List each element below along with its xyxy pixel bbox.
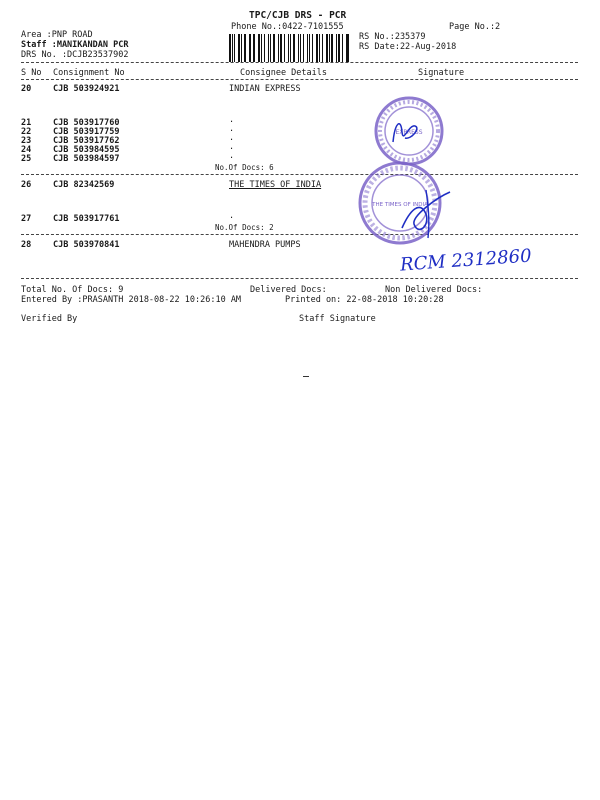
barcode-bar <box>293 34 295 62</box>
column-header-consignee: Consignee Details <box>240 68 327 78</box>
barcode-bar <box>300 34 302 62</box>
barcode-bar <box>250 34 251 62</box>
rs-number: RS No.:235379 <box>359 32 426 42</box>
barcode-bar <box>284 34 286 62</box>
stamp-text: THE TIMES OF INDIA <box>372 202 428 208</box>
barcode-bar <box>229 34 231 62</box>
row-sno: 20 <box>21 84 32 94</box>
barcode-bar <box>347 34 349 62</box>
barcode-bar <box>309 34 311 62</box>
row-sno: 27 <box>21 214 32 224</box>
row-sno: 21 <box>21 118 32 128</box>
row-consignment: CJB 503984595 <box>53 145 120 155</box>
stray-mark <box>303 376 309 377</box>
barcode-bar <box>270 34 271 62</box>
verified-by-label: Verified By <box>21 314 78 324</box>
rs-date: RS Date:22-Aug-2018 <box>359 42 457 52</box>
barcode-bar <box>288 34 289 62</box>
row-sno: 22 <box>21 127 32 137</box>
barcode-bar <box>329 34 330 62</box>
divider <box>21 79 578 80</box>
staff-signature-label: Staff Signature <box>299 314 376 324</box>
barcode-bar <box>319 34 320 62</box>
handwritten-note: RCM 2312860 <box>399 245 533 276</box>
row-consignment: CJB 503917759 <box>53 127 120 137</box>
phone-number: Phone No.:0422-7101555 <box>231 22 344 32</box>
barcode-bar <box>258 34 260 62</box>
total-docs: Total No. Of Docs: 9 <box>21 285 124 295</box>
column-header-sno: S No <box>21 68 42 78</box>
row-sno: 24 <box>21 145 32 155</box>
row-sno: 26 <box>21 180 32 190</box>
barcode-bar <box>268 34 270 62</box>
barcode-bar <box>326 34 328 62</box>
divider <box>21 174 578 175</box>
barcode <box>229 34 351 62</box>
group-doc-count: No.Of Docs: 6 <box>215 163 274 172</box>
column-header-signature: Signature <box>418 68 465 78</box>
barcode-bar <box>290 34 291 62</box>
delivered-docs: Delivered Docs: <box>250 285 327 295</box>
row-consignee: MAHENDRA PUMPS <box>229 240 301 250</box>
page-number: Page No.:2 <box>449 22 501 32</box>
row-sno: 28 <box>21 240 32 250</box>
barcode-bar <box>261 34 262 62</box>
column-header-consignment: Consignment No <box>53 68 125 78</box>
row-consignee: . <box>229 133 235 143</box>
row-consignment: CJB 503970841 <box>53 240 120 250</box>
barcode-bar <box>342 34 343 62</box>
non-delivered-docs: Non Delivered Docs: <box>385 285 483 295</box>
divider <box>21 62 578 63</box>
barcode-bar <box>307 34 308 62</box>
row-consignee: INDIAN EXPRESS <box>229 84 301 94</box>
barcode-bar <box>336 34 337 62</box>
signature-icon <box>385 112 425 152</box>
barcode-bar <box>346 34 347 62</box>
row-consignee: THE TIMES OF INDIA <box>229 180 322 190</box>
row-consignment: CJB 82342569 <box>53 180 115 190</box>
row-consignment: CJB 503924921 <box>53 84 120 94</box>
barcode-bar <box>232 34 233 62</box>
barcode-bar <box>241 34 242 62</box>
document-title: TPC/CJB DRS - PCR <box>249 10 347 21</box>
barcode-bar <box>238 34 240 62</box>
row-consignment: CJB 503917762 <box>53 136 120 146</box>
barcode-bar <box>316 34 318 62</box>
stamp-text: EXPRESS <box>395 129 423 136</box>
barcode-bar <box>303 34 304 62</box>
barcode-bar <box>264 34 265 62</box>
group-doc-count: No.Of Docs: 2 <box>215 223 274 232</box>
row-sno: 23 <box>21 136 32 146</box>
barcode-bar <box>273 34 275 62</box>
area-label: Area :PNP ROAD <box>21 30 93 40</box>
barcode-bar <box>234 34 235 62</box>
barcode-bar <box>244 34 246 62</box>
barcode-bar <box>298 34 299 62</box>
row-consignment: CJB 503984597 <box>53 154 120 164</box>
barcode-bar <box>331 34 333 62</box>
signature-icon <box>396 180 456 244</box>
row-sno: 25 <box>21 154 32 164</box>
barcode-bar <box>338 34 340 62</box>
barcode-bar <box>312 34 313 62</box>
row-consignee: . <box>229 211 235 221</box>
barcode-bar <box>253 34 255 62</box>
barcode-bar <box>322 34 323 62</box>
row-consignee: . <box>229 142 235 152</box>
staff-label: Staff :MANIKANDAN PCR <box>21 40 129 50</box>
entered-by: Entered By :PRASANTH 2018-08-22 10:26:10 AM <box>21 295 242 305</box>
divider <box>21 278 578 279</box>
barcode-bar <box>249 34 250 62</box>
drs-number: DRS No. :DCJB23537902 <box>21 50 129 60</box>
printed-on: Printed on: 22-08-2018 10:20:28 <box>285 295 444 305</box>
divider <box>21 234 578 235</box>
row-consignment: CJB 503917761 <box>53 214 120 224</box>
row-consignment: CJB 503917760 <box>53 118 120 128</box>
row-consignee: . <box>229 124 235 134</box>
barcode-bar <box>278 34 279 62</box>
row-consignee: . <box>229 151 235 161</box>
row-consignee: . <box>229 115 235 125</box>
barcode-bar <box>280 34 282 62</box>
